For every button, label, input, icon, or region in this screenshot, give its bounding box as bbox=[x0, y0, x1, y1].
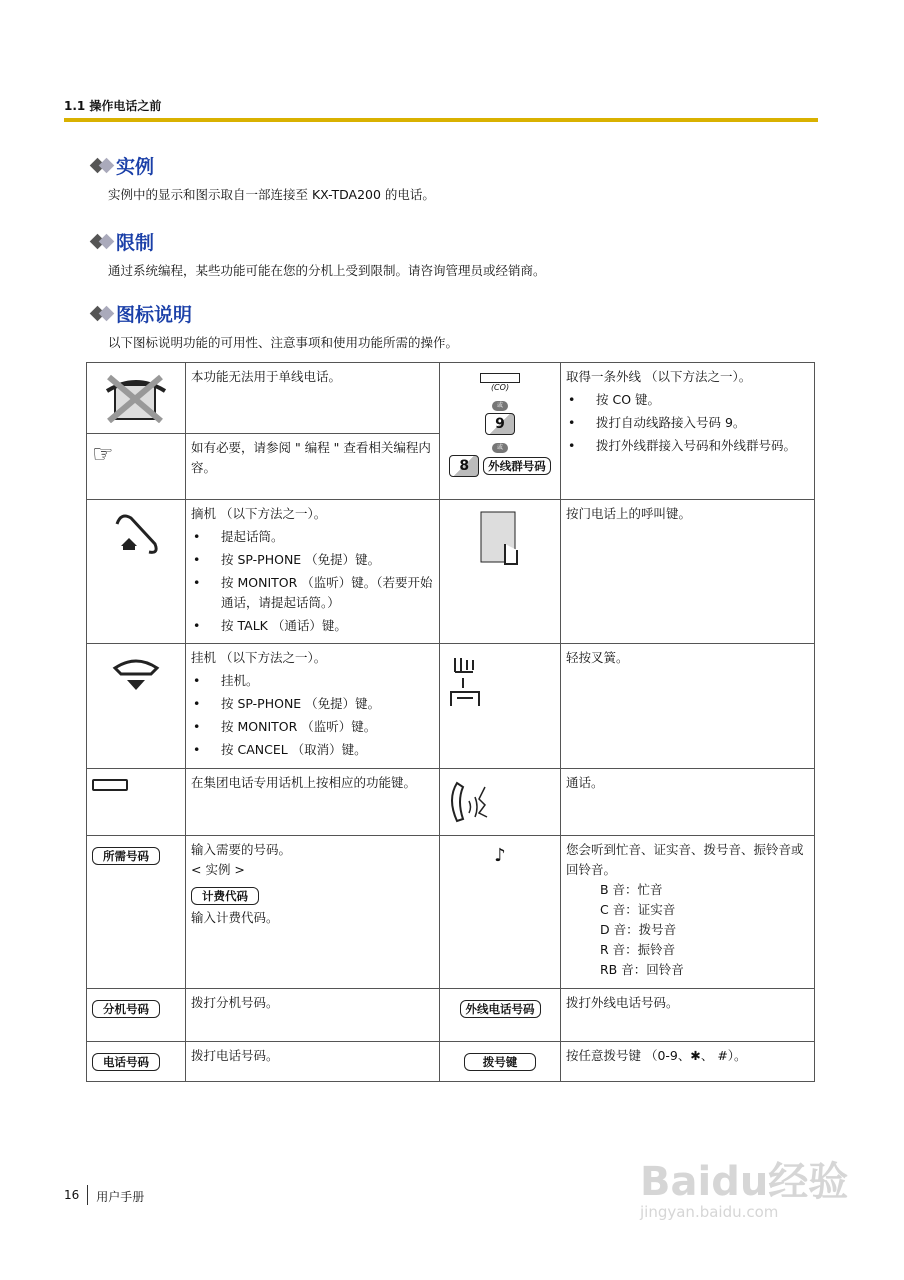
refer-text: 如有必要，请参阅 " 编程 " 查看相关编程内容。 bbox=[186, 434, 440, 500]
dial-cell bbox=[440, 1042, 561, 1082]
pointing-hand-icon: ☞ bbox=[87, 434, 186, 500]
phone-number-key: 电话号码 bbox=[92, 1053, 160, 1071]
footer-divider bbox=[87, 1185, 88, 1205]
seize-title: 取得一条外线 （以下方法之一）。 bbox=[566, 369, 752, 384]
tone-icon: ♪ bbox=[440, 836, 561, 989]
watermark-brand: Baidu经验 bbox=[640, 1159, 849, 1205]
no-slt-text: 本功能无法用于单线电话。 bbox=[186, 363, 440, 434]
phone-cell bbox=[87, 1042, 186, 1082]
seize-line-text bbox=[561, 363, 815, 500]
tones-desc: 您会听到忙音、证实音、拨号音、振铃音或回铃音。 bbox=[566, 842, 804, 877]
account-code-key: 计费代码 bbox=[191, 887, 259, 905]
watermark-url: jingyan.baidu.com bbox=[640, 1203, 779, 1221]
list-item: • 按 TALK （通话）键。 bbox=[191, 616, 434, 636]
on-hook-icon bbox=[87, 644, 186, 769]
footer bbox=[64, 1188, 144, 1205]
talk-text: 通话。 bbox=[561, 769, 815, 836]
page-number: 16 bbox=[64, 1188, 80, 1202]
list-item: • 提起话筒。 bbox=[191, 527, 434, 547]
desired-number-cell bbox=[87, 836, 186, 989]
list-item: • 按 MONITOR （监听）键。 bbox=[191, 717, 434, 737]
header-rule bbox=[64, 118, 818, 122]
doorphone-text: 按门电话上的呼叫键。 bbox=[561, 500, 815, 644]
feature-key-text: 在集团电话专用话机上按相应的功能键。 bbox=[186, 769, 440, 836]
off-hook-text bbox=[186, 500, 440, 644]
co-label: (CO) bbox=[490, 383, 510, 392]
doorphone-icon bbox=[440, 500, 561, 644]
list-item: • 按 MONITOR （监听）键。（若要开始通话，请提起话筒。） bbox=[191, 573, 434, 613]
key-9: 9 bbox=[485, 413, 515, 435]
extension-number-key: 分机号码 bbox=[92, 1000, 160, 1018]
running-header: 1.1 操作电话之前 bbox=[64, 99, 162, 113]
section-title: 实例 bbox=[116, 156, 155, 178]
account-code-text: 输入计费代码。 bbox=[191, 910, 279, 925]
list-item: • 按 CANCEL （取消）键。 bbox=[191, 740, 434, 760]
on-hook-text bbox=[186, 644, 440, 769]
list-item: • 按 CO 键。 bbox=[566, 390, 809, 410]
tones-text bbox=[561, 836, 815, 989]
list-item: • 按 SP-PHONE （免提）键。 bbox=[191, 550, 434, 570]
talk-icon bbox=[440, 769, 561, 836]
section-title: 图标说明 bbox=[116, 304, 193, 326]
diamond-icon bbox=[99, 306, 115, 322]
list-item: • 拨打自动线路接入号码 9。 bbox=[566, 413, 809, 433]
icon-table bbox=[86, 362, 815, 1082]
desired-number-text bbox=[186, 836, 440, 989]
diamond-icon bbox=[99, 234, 115, 250]
section-text: 实例中的显示和图示取自一部连接至 KX-TDA200 的电话。 bbox=[108, 187, 435, 202]
phone-text: 拨打电话号码。 bbox=[186, 1042, 440, 1082]
example-label: < 实例 > bbox=[191, 862, 245, 877]
tone-item: R 音：振铃音 bbox=[600, 942, 676, 957]
tone-item: D 音：拨号音 bbox=[600, 922, 677, 937]
trunk-group-key: 外线群号码 bbox=[483, 457, 551, 475]
tone-item: B 音：忙音 bbox=[600, 882, 663, 897]
section-example bbox=[92, 152, 435, 203]
desired-number-key: 所需号码 bbox=[92, 847, 160, 865]
flash-text: 轻按叉簧。 bbox=[561, 644, 815, 769]
diamond-icon bbox=[99, 158, 115, 174]
flash-hook-icon bbox=[440, 644, 561, 769]
outside-number-key: 外线电话号码 bbox=[460, 1000, 541, 1018]
section-icons bbox=[92, 300, 458, 351]
outside-cell bbox=[440, 989, 561, 1042]
dial-text: 按任意拨号键 （0-9、✱、 #）。 bbox=[561, 1042, 815, 1082]
off-hook-icon bbox=[87, 500, 186, 644]
or-badge: 或 bbox=[492, 401, 508, 411]
section-text: 通过系统编程，某些功能可能在您的分机上受到限制。请咨询管理员或经销商。 bbox=[108, 263, 546, 278]
watermark-logo bbox=[640, 1150, 848, 1221]
section-title: 限制 bbox=[116, 232, 155, 254]
seize-line-icons bbox=[440, 363, 561, 500]
extension-cell bbox=[87, 989, 186, 1042]
footer-title: 用户手册 bbox=[96, 1190, 145, 1204]
section-text: 以下图标说明功能的可用性、注意事项和使用功能所需的操作。 bbox=[108, 335, 459, 350]
list-item: • 按 SP-PHONE （免提）键。 bbox=[191, 694, 434, 714]
feature-key-icon bbox=[87, 769, 186, 836]
or-badge: 或 bbox=[492, 443, 508, 453]
key-8: 8 bbox=[449, 455, 479, 477]
list-item: • 拨打外线群接入号码和外线群号码。 bbox=[566, 436, 809, 456]
section-restrictions bbox=[92, 228, 546, 279]
dial-keys-key: 拨号键 bbox=[464, 1053, 537, 1071]
co-key-icon bbox=[480, 373, 520, 383]
off-hook-title: 摘机 （以下方法之一）。 bbox=[191, 506, 327, 521]
no-slt-icon bbox=[87, 363, 186, 434]
tone-item: C 音：证实音 bbox=[600, 902, 676, 917]
outside-text: 拨打外线电话号码。 bbox=[561, 989, 815, 1042]
on-hook-title: 挂机 （以下方法之一）。 bbox=[191, 650, 327, 665]
tone-item: RB 音：回铃音 bbox=[600, 962, 684, 977]
desired-text: 输入需要的号码。 bbox=[191, 842, 292, 857]
list-item: • 挂机。 bbox=[191, 671, 434, 691]
extension-text: 拨打分机号码。 bbox=[186, 989, 440, 1042]
